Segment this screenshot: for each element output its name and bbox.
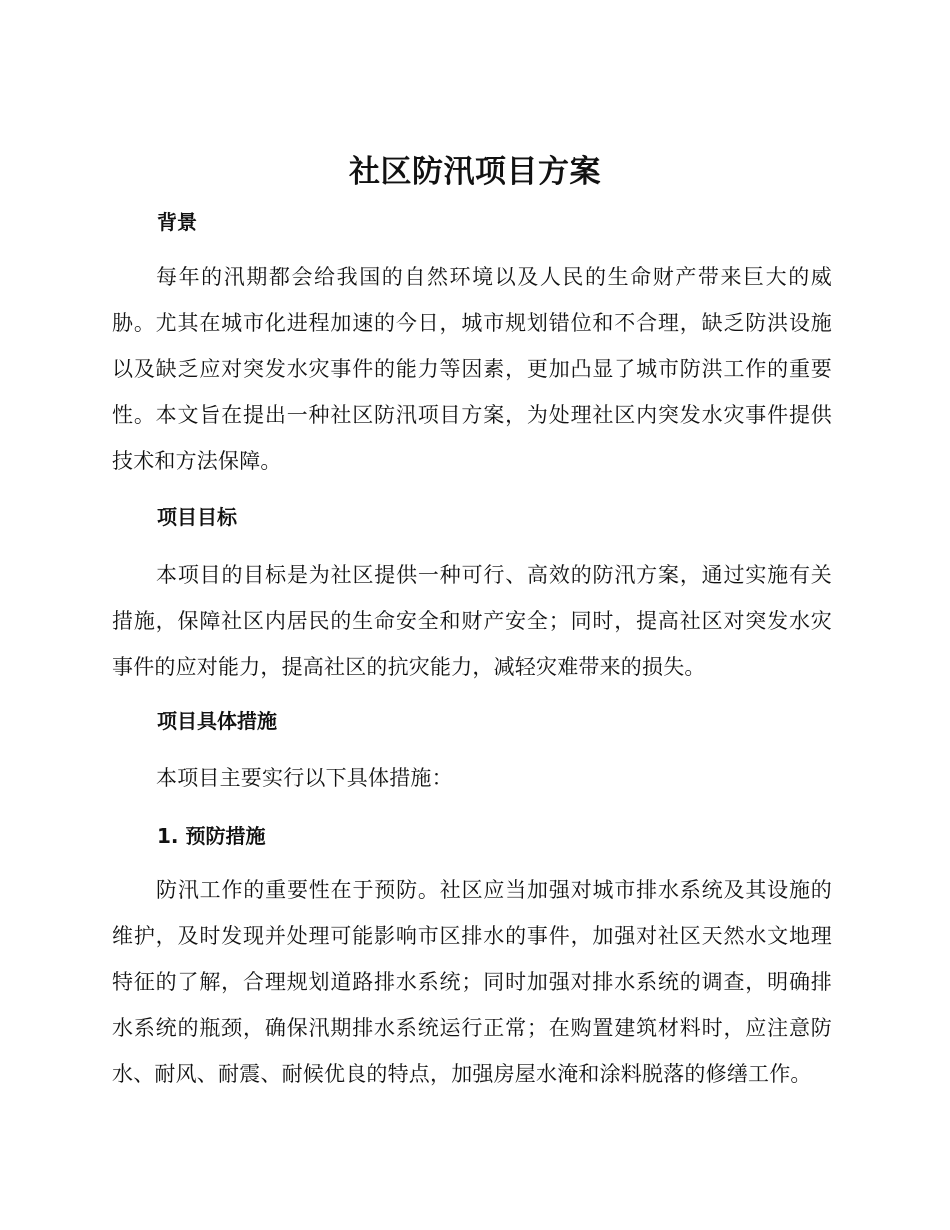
paragraph-measures-intro: 本项目主要实行以下具体措施： bbox=[156, 766, 453, 790]
section-heading-measures: 项目具体措施 bbox=[157, 709, 277, 733]
section-heading-background: 背景 bbox=[157, 210, 197, 234]
subsection-heading-prevention: 1. 预防措施 bbox=[157, 824, 266, 848]
paragraph-prevention: 防汛工作的重要性在于预防。社区应当加强对城市排水系统及其设施的维护，及时发现并处理可能影响市区排水的事件，加强对社区天然水文地理特征的了解，合理规划道路排水系统；同时加强对排水系统的调查，明确排水系统的瓶颈，确保汛期排水系统运行正常；在购置建筑材料时，应注意防水、耐风、耐震、耐候优良的特点，加强房屋水淹和涂料脱落的修缮工作。 bbox=[112, 878, 832, 1086]
paragraph-goal: 本项目的目标是为社区提供一种可行、高效的防汛方案，通过实施有关措施，保障社区内居民的生命安全和财产安全；同时，提高社区对突发水灾事件的应对能力，提高社区的抗灾能力，减轻灾难带来的损失。 bbox=[112, 563, 832, 679]
section-heading-goal: 项目目标 bbox=[157, 505, 237, 529]
paragraph-background: 每年的汛期都会给我国的自然环境以及人民的生命财产带来巨大的威胁。尤其在城市化进程加速的今日，城市规划错位和不合理，缺乏防洪设施以及缺乏应对突发水灾事件的能力等因素，更加凸显了城市防洪工作的重要性。本文旨在提出一种社区防汛项目方案，为处理社区内突发水灾事件提供技术和方法保障。 bbox=[112, 265, 832, 473]
document-title: 社区防汛项目方案 bbox=[349, 154, 601, 190]
